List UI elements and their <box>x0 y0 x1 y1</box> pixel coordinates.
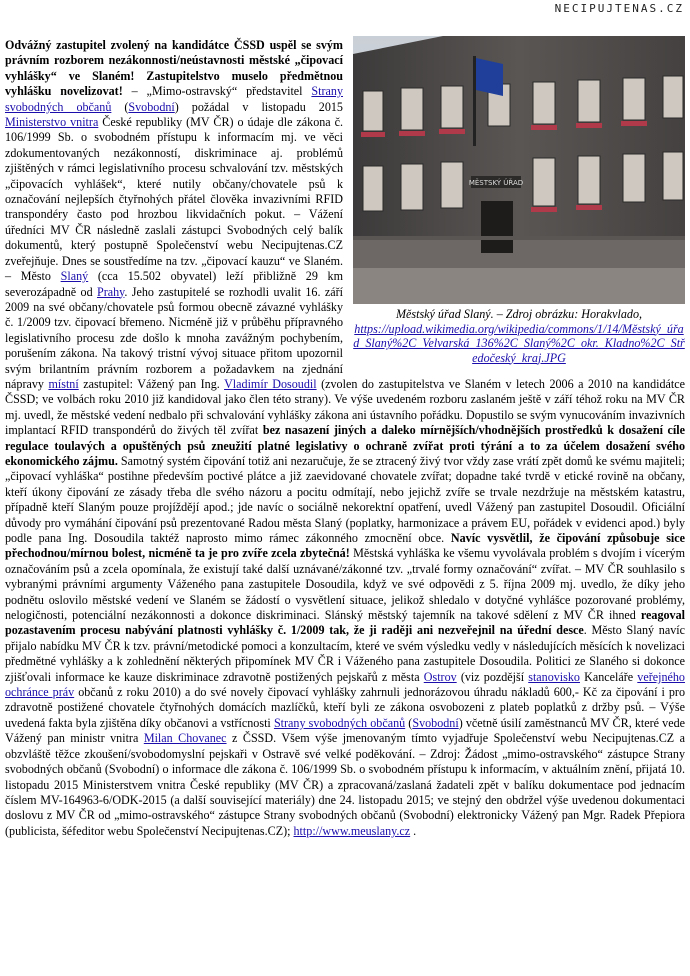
text-run: . <box>410 823 417 838</box>
article-link[interactable]: http://www.meuslany.cz <box>293 823 411 838</box>
article-body <box>5 38 685 839</box>
bold-text: Navíc vysvětlil, že čipování způsobuje sice přechodnou/mírnou bolest, nicméně ta je pro zvíře zcela zbytečná! <box>5 531 685 561</box>
caption-text: Městský úřad Slaný. – Zdroj obrázku: Horakvlado, <box>395 307 643 321</box>
text-run: ) včetně úsilí zaměstnanců MV ČR, které vede Vážený pan ministr vnitra <box>5 715 685 746</box>
caption-link[interactable]: https://upload.wikimedia.org/wikipedia/commons/1/14/Městský_úřad_Slaný%2C_Velvarská_136%2C_Slaný%2C_okr._Kladno%2C_Středočeský_kraj.JPG <box>353 321 685 365</box>
article-link[interactable]: Slaný <box>60 269 89 284</box>
text-run: (zvolen do zastupitelstva ve Slaném v letech 2006 a 2010 na kandidátce ČSSD; ve volbách roku 2010 již kandidoval jako člen této strany). Ve výše uvedeném rozboru zaslaném ještě v září téhož roku na MV ČR mj. uvedl, že městské vedení nedbalo při schvalování vyhlášky zákona ani ústavního pořádku. Dopustilo se svým vynucováním invazivních implantací RFID transpondérů do živých těl zvířat <box>5 376 686 438</box>
text-run: z ČSSD. Všem výše jmenovaným tímto vyjadřuje Společenství webu Necipujtenas.CZ a obzvláště těžce zkoušení/svobodomyslní pejskaři v Ostravě své velké poděkování. – Zdroj: Žádost „mimo-ostravského“ zástupce Strany svobodných občanů (Svobodní) o informace dle zákona č. 106/1999 Sb. o svobodném přístupu k informacím, v aktuálním znění, přijatá 10. listopadu 2015 Ministerstvem vnitra České republiky (MV ČR) a zpracovaná/zaslaná žadateli zpět v balíku dokumentace pod jednacím číslem MV-164963-6/ODK-2015 (a další související materiály) dne 24. listopadu 2015; ve stejný den obdržel výše uvedenou dokumentaci doslovu z MV ČR od „mimo-ostravského“ zástupce Strany svobodných občanů (Svobodní) elektronicky Vážený pan Mgr. Radek Přepiora (publicista, šéfeditor webu Společenství Necipujtenas.CZ); <box>5 731 685 838</box>
figure <box>353 36 685 365</box>
text-run: (viz pozdější <box>456 669 529 684</box>
text-run: Kanceláře <box>579 669 638 684</box>
bold-text: Odvážný zastupitel zvolený na kandidátce ČSSD uspěl se svým právním rozborem nezákonnosti/neústavnosti městské „čipovací vyhlášky“ ve Slaném! Zastupitelstvo muselo předmětnou vyhlášku novelizovat! <box>5 38 343 99</box>
bold-text: reagoval pozastavením procesu nabývání platnosti vyhlášky č. 1/2009 tak, že ji raději ani nezveřejnil na úřední desce <box>5 608 685 638</box>
article-link[interactable]: Svobodní <box>412 715 459 730</box>
article-link[interactable]: stanovisko <box>528 669 580 684</box>
site-header: NECIPUJTENAS.CZ <box>554 2 684 15</box>
article-link[interactable]: místní <box>48 376 79 391</box>
text-run: zastupitel: Vážený pan Ing. <box>78 376 225 391</box>
text-run: . Jeho zastupitelé se rozhodli uvalit 16. září 2009 na své občany/chovatele psů formou obecně závazné vyhlášky č. 1/2009 tzv. čipovací břemeno. Nicméně již v průběhu přípravného legislativního procesu zde došlo k mnoha zavážným pochybením, porušením zákona. Na takový tristní vývoj situace přitom upozornil svým brilantním právním rozborem a požadavkem na zjednání nápravy <box>5 284 343 391</box>
article-link[interactable]: Vladimír Dosoudil <box>224 376 317 391</box>
article-link[interactable]: Svobodní <box>128 99 175 114</box>
building-sign: MĚSTSKÝ ÚŘAD <box>468 179 524 187</box>
article-link[interactable]: Strany svobodných občanů <box>273 715 406 730</box>
bold-text: bez nasazení jiných a daleko mírnějších/vhodnějších prostředků k dosažení cíle regulace toulavých a opuštěných psů zneužití platné legislativy o ochraně zvířat proti týrání a to za účelem dosažení svého ekonomického zájmu. <box>5 423 685 468</box>
text-run: Samotný systém čipování totiž ani nezaručuje, že se ztracený živý tvor vždy zase vrátí zpět domů ke svému majiteli; „čipovací vyhláška“ postihne především poctivé plátce a již zaevidované chovatele zvířat; dopadne také tvrdě v etické rovině na občany, kteří úkony čipování ze zásady třeba dle svého názoru a pocitu odmítají, nebo jejichž zvíře se trvale nezdržuje na městském katastru, případně kteří Slaným pouze projíždějí apod.; jde navíc o sociálně nekorektní opatření, uvedl Vážený pan zastupitel Dosoudil. Oficiální důvody pro vymáhání čipování psů prezentované Radou města Slaný (poplatky, harmonizace a právem EU, pořádek v evidenci apod.) byly podle pana Ing. Dosoudila taktéž naprosto mimo rámec zákonného zmocnění obce. <box>5 453 685 545</box>
text-run: občanů z roku 2010) a do své novely čipovací vyhlášky zahrnuli jednorázovou úhradu nákladů 600,- Kč za čipování i pro zdravotně postižené chovatele čtyřnohých domácích mazlíčků, kteří byli ze zákona osvobozeni z plateb poplatků z držby psů. – Výše uvedená fakta byla zjištěna díky občanovi a vstřícnosti <box>5 685 686 730</box>
text-run: – „Mimo-ostravský“ představitel <box>122 84 312 99</box>
figure-caption <box>353 307 685 365</box>
article-link[interactable]: Ostrov <box>423 669 457 684</box>
article-link[interactable]: Ministerstvo vnitra <box>5 115 99 130</box>
text-run: ( <box>405 715 413 730</box>
text-run: (cca 15.502 obyvatel) leží přibližně 29 km severozápadně od <box>5 269 343 299</box>
town-hall-photo <box>353 36 685 304</box>
text-run: ( <box>111 99 129 114</box>
text-run: Městská vyhláška ke všemu vyvolávala problém s dvojím i vícerým označováním psů a zcela opomínala, že existují také další uznávané/zákonné tzv. „trvalé formy označování“ zvířat. – MV ČR souhlasilo s vybranými právními argumenty Váženého pana zastupitele Dosoudila, když ve své odpovědi z 5. října 2009 mj. uvedlo, že díky jeho podnětu oslovilo městské vedení ve Slaném se žádostí o vysvětlení situace, jelikož shledalo v dotyčné vyhlášce pozorované problémy, nelogičnosti, potenciální nezákonnosti a dokonce diskriminaci. Slánský městský tajemník na takové sdělení z MV ČR ihned <box>5 546 685 623</box>
article-link[interactable]: Milan Chovanec <box>143 731 227 746</box>
article-link[interactable]: Strany svobodných občanů <box>5 84 343 114</box>
article-link[interactable]: veřejného ochránce práv <box>5 669 685 700</box>
text-run: . Město Slaný navíc přijalo nabídku MV ČR k tzv. právní/metodické pomoci a konzultacím, které ve svém výsledku vedly v následujících měsících k novelizaci předmětné vyhlášky a k zohlednění některých připomínek MV ČR i Váženého pana zastupitele Dosoudila. Politici ze Slaného si dokonce zjišťovali informace ke kauze diskriminace zdravotně postižených pejskařů z města <box>5 623 685 684</box>
article-link[interactable]: Prahy <box>96 284 125 299</box>
text-run: České republiky (MV ČR) o údaje dle zákona č. 106/1999 Sb. o svobodném přístupu k informacím mj. ve věci zdokumentovaných nezákonností, diskriminace aj. problémů zjištěných v rámci legislativního procesu schvalování tzv. městských „čipovacích vyhlášek“, které nutily občany/chovatele psů k označování nejlepších čtyřnohých přátel člověka invazivními RFID transpondéry často pod hrozbou likvidačních pokut. – Vážení úředníci MV ČR následně zaslali zástupci Svobodných celý balík dokumentů, který postupně Společenství webu Necipujtenas.CZ zveřejňuje. Dnes se soustředíme na tzv. „čipovací kauzu“ ve Slaném. – Město <box>5 115 344 284</box>
text-run: ) požádal v listopadu 2015 <box>174 99 343 114</box>
